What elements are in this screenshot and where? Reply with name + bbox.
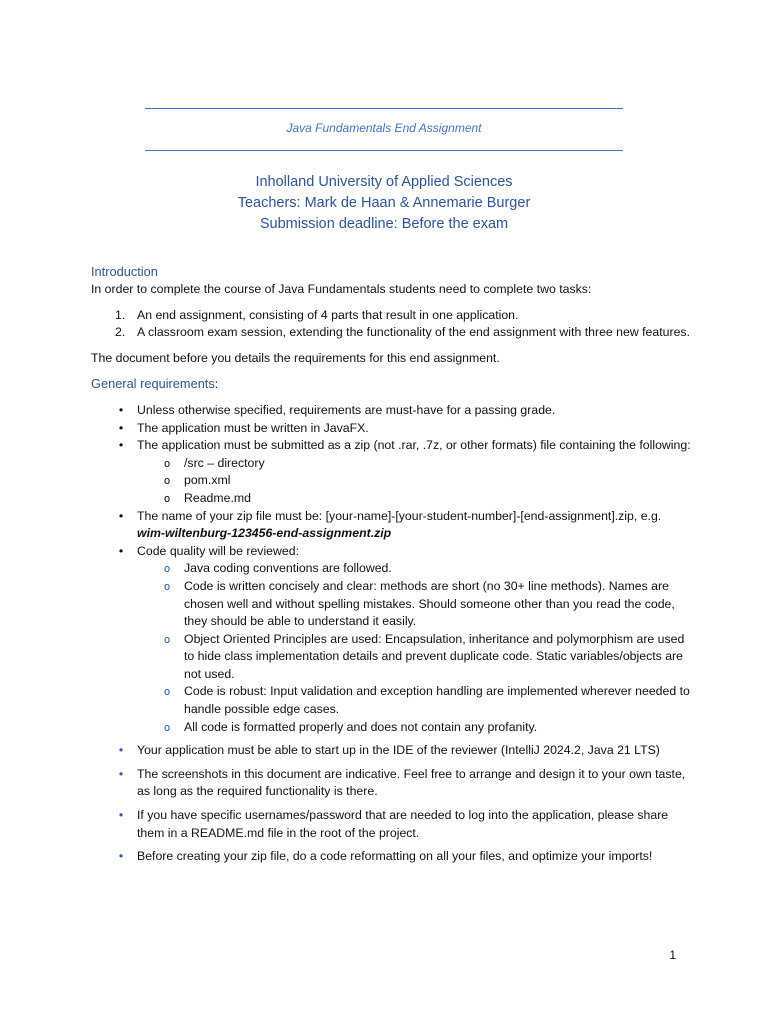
sub-bullet-item [91,631,691,684]
document-subtitle: Java Fundamentals End Assignment [286,121,482,135]
bullet-item [91,437,691,455]
bullet-text: Your application must be able to start up in the IDE of the reviewer (IntelliJ 2024.2, Java 21 LTS) [137,743,660,758]
deadline-line: Submission deadline: Before the exam [259,216,509,232]
bullet-icon: • [118,402,124,417]
bullet-text: Code quality will be reviewed: [137,543,299,558]
institution-line: Inholland University of Applied Sciences [255,174,513,190]
bullet-item [91,742,691,760]
sub-bullet-text: Code is written concisely and clear: methods are short (no 30+ line methods). Names are chosen well and without spelling mistakes. Should someone other than you read the code, they should be able to understand it easily. [184,578,675,629]
bullet-text: The application must be submitted as a zip (not .rar, .7z, or other formats) file containing the following: [137,438,691,453]
general-heading: General requirements [91,376,215,392]
top-rule [145,108,623,109]
bullet-icon: • [118,438,124,453]
item-text: A classroom exam session, extending the functionality of the end assignment with three new features. [137,325,690,340]
bullet-item [91,543,691,561]
sub-bullet-text: pom.xml [184,473,231,488]
title-block [0,172,768,235]
sub-bullet-item [91,490,691,508]
bullet-item [91,508,691,543]
bullet-text: If you have specific usernames/password that are needed to log into the application, please share them in a README.md file in the root of the project. [137,808,669,840]
circle-bullet-icon: o [163,491,171,505]
general-heading-row [91,375,691,394]
sub-bullet-item [91,719,691,737]
bullet-item [91,420,691,438]
intro-heading: Introduction [91,264,158,279]
bullet-text: The screenshots in this document are indicative. Feel free to arrange and design it to your own taste, as long as the required functionality is there. [137,766,686,799]
item-number: 1. [115,307,126,322]
sub-bullet-text: Readme.md [184,490,251,505]
item-text: An end assignment, consisting of 4 parts that result in one application. [137,307,519,322]
circle-bullet-icon: o [163,474,171,488]
intro-after-text: The document before you details the requirements for this end assignment. [91,350,500,365]
circle-bullet-icon: o [163,562,171,576]
bottom-rule [145,150,623,151]
sub-bullet-text: /src – directory [184,455,265,470]
bullet-text: The name of your zip file must be: [your-name]-[your-student-number]-[end-assignment].zip, e.g. [137,508,662,523]
circle-bullet-icon: o [163,685,171,699]
bullet-text: Unless otherwise specified, requirements are must-have for a passing grade. [137,402,556,417]
item-number: 2. [115,325,126,340]
sub-bullet-text: Java coding conventions are followed. [184,561,392,576]
sub-bullet-item [91,578,691,631]
document-body [91,263,691,866]
sub-bullet-item [91,472,691,490]
sub-bullet-text: Code is robust: Input validation and exception handling are implemented wherever needed to handle possible edge cases. [184,684,690,717]
bullet-icon: • [118,543,124,558]
intro-text: In order to complete the course of Java Fundamentals students need to complete two tasks: [91,282,592,296]
heading-colon: : [214,377,219,392]
bullet-icon: • [118,420,124,435]
teachers-line: Teachers: Mark de Haan & Annemarie Burger [237,195,531,211]
bullet-icon: • [118,508,124,523]
bullet-icon: • [118,743,124,758]
zip-example: wim-wiltenburg-123456-end-assignment.zip [137,526,392,541]
numbered-item [91,324,691,342]
circle-bullet-icon: o [163,720,171,734]
sub-bullet-text: Object Oriented Principles are used: Encapsulation, inheritance and polymorphism are used to hide class implementation details and prevent duplicate code. Static variables/objects are not used. [184,631,685,681]
bullet-item [91,402,691,420]
bullet-item [91,848,691,866]
sub-bullet-text: All code is formatted properly and does not contain any profanity. [184,719,538,734]
circle-bullet-icon: o [163,456,171,470]
bullet-item [91,807,691,842]
bullet-text: The application must be written in JavaFX. [137,420,369,435]
sub-bullet-item [91,560,691,578]
sub-bullet-item [91,683,691,718]
bullet-text: Before creating your zip file, do a code reformatting on all your files, and optimize your imports! [137,849,653,864]
bullet-item [91,766,691,801]
sub-bullet-item [91,455,691,473]
page-number: 1 [669,948,676,962]
bullet-icon: • [118,766,124,781]
circle-bullet-icon: o [163,632,171,646]
numbered-item [91,307,691,325]
bullet-icon: • [118,808,124,823]
circle-bullet-icon: o [163,579,171,593]
bullet-icon: • [118,849,124,864]
